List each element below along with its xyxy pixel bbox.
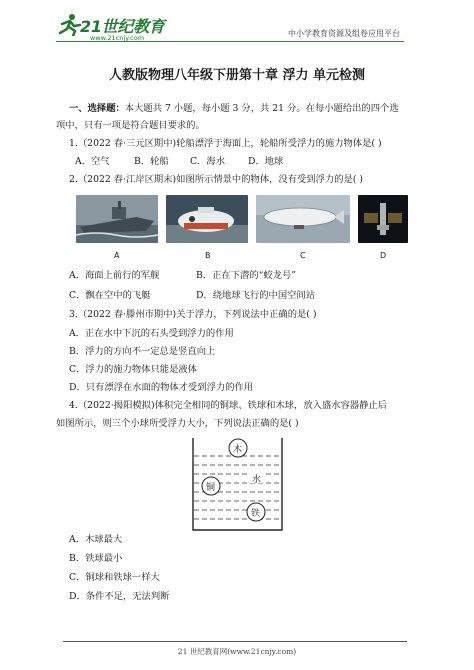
runner-logo-icon xyxy=(56,12,82,36)
question-2-option-b: B．正在下潜的“蛟龙号” xyxy=(196,270,297,281)
footer-text: 21 世纪教育网(www.21cnjy.com) xyxy=(177,647,297,656)
question-4-option-a: A．木球最大 xyxy=(69,534,123,545)
section-intro-text: 本大题共 7 小题，每小题 3 分，共 21 分。在每小题给出的四个选 xyxy=(124,103,399,114)
photo-caption-c: C xyxy=(300,251,306,260)
platform-name: 中小学教育资源及组卷应用平台 xyxy=(288,29,400,38)
iron-ball-label: 铁 xyxy=(251,509,261,519)
question-3-option-b: B．浮力的方向不一定总是竖直向上 xyxy=(69,346,216,357)
header-divider xyxy=(56,41,404,42)
section-heading: 一、选择题： xyxy=(69,103,125,114)
wood-ball-label: 木 xyxy=(233,445,243,455)
logo-text: 21世纪教育 xyxy=(80,17,165,36)
question-4-option-c: C．铜球和铁球一样大 xyxy=(69,572,160,583)
question-2-option-c: C．飘在空中的飞艇 xyxy=(69,290,151,301)
footer-divider xyxy=(63,641,407,642)
question-3-option-c: C．浮力的施力物体只能是液体 xyxy=(69,364,197,375)
submersible-photo xyxy=(166,195,248,243)
question-1-stem: 1.（2022 春·三元区期中)轮船漂浮于海面上，轮船所受浮力的施力物体是( ) xyxy=(69,138,382,149)
question-3-option-a: A．正在水中下沉的石头受到浮力的作用 xyxy=(69,328,234,339)
question-4-stem-line2: 如图所示，则三个小球所受浮力大小，下列说法正确的是( ) xyxy=(56,418,299,429)
warship-photo xyxy=(76,195,158,243)
question-1-option-c: C．海水 xyxy=(190,156,226,167)
section-intro xyxy=(69,103,399,115)
question-2-option-d: D．绕地球飞行的中国空间站 xyxy=(196,290,316,301)
photo-caption-d: D xyxy=(380,251,387,260)
question-2-option-a: A．海面上前行的军舰 xyxy=(69,270,160,281)
question-3-option-d: D．只有漂浮在水面的物体才受到浮力的作用 xyxy=(69,382,254,393)
space-station-photo xyxy=(358,195,408,243)
question-4-option-b: B．铁球最小 xyxy=(69,553,123,564)
photo-caption-a: A xyxy=(114,251,120,260)
copper-ball-label: 铜 xyxy=(206,483,216,493)
document-title: 人教版物理八年级下册第十章 浮力 单元检测 xyxy=(108,68,366,83)
logo-url: www.21cnjy.com xyxy=(90,34,145,42)
question-1-option-a: A．空气 xyxy=(75,156,110,167)
question-1-option-b: B．轮船 xyxy=(134,156,169,167)
question-1-option-d: D．地球 xyxy=(248,156,284,167)
airship-photo xyxy=(256,195,350,243)
question-4-option-d: D．条件不足，无法判断 xyxy=(69,591,170,602)
water-label: 水 xyxy=(252,475,262,485)
photo-caption-b: B xyxy=(205,251,211,260)
section-intro-line2: 项中，只有一项是符合题目要求的。 xyxy=(56,120,205,131)
question-4-stem-line1: 4.（2022·揭阳模拟)体积完全相同的铜球、铁球和木球，放入盛水容器静止后 xyxy=(69,400,388,411)
question-2-stem: 2.（2022 春·江岸区期末)如图所示情景中的物体，没有受到浮力的是( ) xyxy=(69,174,363,185)
question-3-stem: 3.（2022 春·滕州市期中)关于浮力，下列说法中正确的是( ) xyxy=(69,309,317,320)
